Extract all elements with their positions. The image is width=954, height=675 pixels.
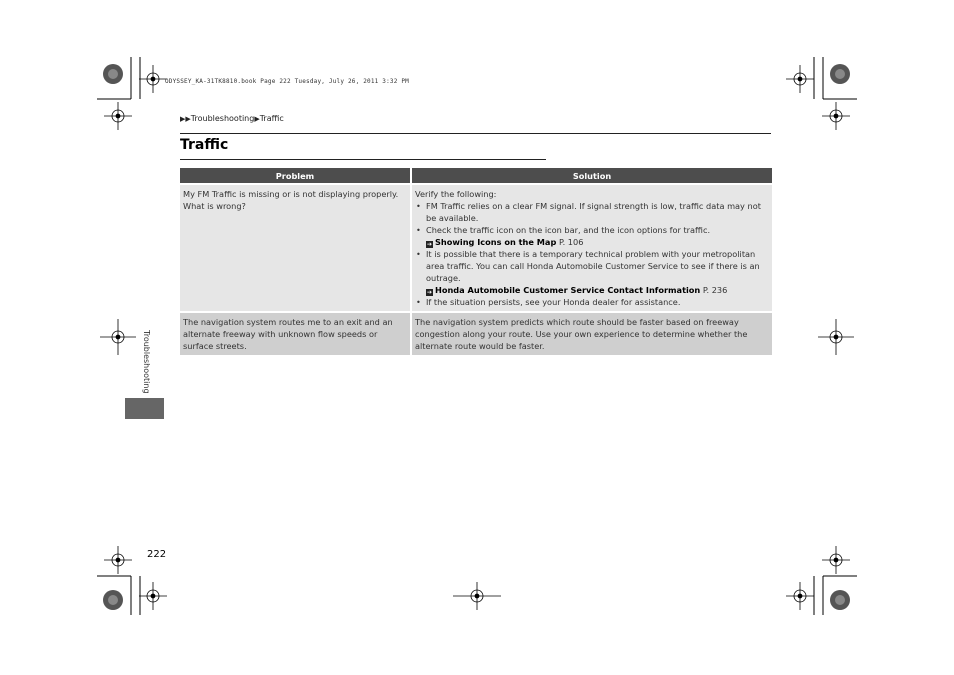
section-tab[interactable] — [125, 398, 164, 419]
triangle-right-icon: ▶▶ — [180, 115, 191, 123]
xref-page: P. 106 — [558, 237, 584, 247]
table-row — [180, 312, 772, 355]
xref-page: P. 236 — [702, 285, 728, 295]
side-section-label: Troubleshooting — [142, 330, 151, 394]
breadcrumb-link-troubleshooting[interactable]: Troubleshooting — [190, 114, 255, 123]
xref-title: Showing Icons on the Map — [435, 237, 557, 247]
list-item: • FM Traffic relies on a clear FM signal. If signal strength is low, traffic data may not be available. — [415, 200, 769, 224]
problem-cell: My FM Traffic is missing or is not displaying properly. What is wrong? — [180, 184, 411, 312]
title-divider — [180, 159, 546, 160]
page-title: Traffic — [180, 137, 229, 153]
page-number: 222 — [147, 549, 167, 560]
list-item: • Check the traffic icon on the icon bar, and the icon options for traffic. — [415, 224, 769, 236]
solution-list — [415, 248, 769, 284]
triangle-right-icon: ▶ — [254, 115, 260, 123]
solution-list — [415, 200, 769, 236]
problem-cell: The navigation system routes me to an exit and an alternate freeway with unknown flow speeds or surface streets. — [180, 312, 411, 355]
cross-reference-link[interactable] — [415, 284, 769, 296]
solution-cell: The navigation system predicts which route should be faster based on freeway congestion along your route. Use your own experience to determine whether the alternate route would be faster. — [411, 312, 772, 355]
xref-title: Honda Automobile Customer Service Contact Information — [435, 285, 701, 295]
solution-intro: Verify the following: — [415, 189, 497, 199]
breadcrumb — [180, 114, 284, 123]
solution-cell — [411, 184, 772, 312]
troubleshooting-table — [180, 168, 772, 355]
table-header-row — [180, 168, 772, 184]
solution-list — [415, 296, 769, 308]
list-item: • If the situation persists, see your Honda dealer for assistance. — [415, 296, 769, 308]
table-row — [180, 184, 772, 312]
list-item: • It is possible that there is a temporary technical problem with your metropolitan area traffic. You can call Honda Automobile Customer Service to see if there is an outrage. — [415, 248, 769, 284]
cross-reference-link[interactable] — [415, 236, 769, 248]
column-header-solution: Solution — [411, 168, 772, 184]
reference-arrow-icon: ➔ — [426, 241, 433, 248]
top-divider — [180, 133, 771, 134]
reference-arrow-icon: ➔ — [426, 289, 433, 296]
column-header-problem: Problem — [180, 168, 411, 184]
print-header: ODYSSEY_KA-31TK8810.book Page 222 Tuesday, July 26, 2011 3:32 PM — [165, 78, 409, 85]
breadcrumb-current: Traffic — [259, 114, 284, 123]
